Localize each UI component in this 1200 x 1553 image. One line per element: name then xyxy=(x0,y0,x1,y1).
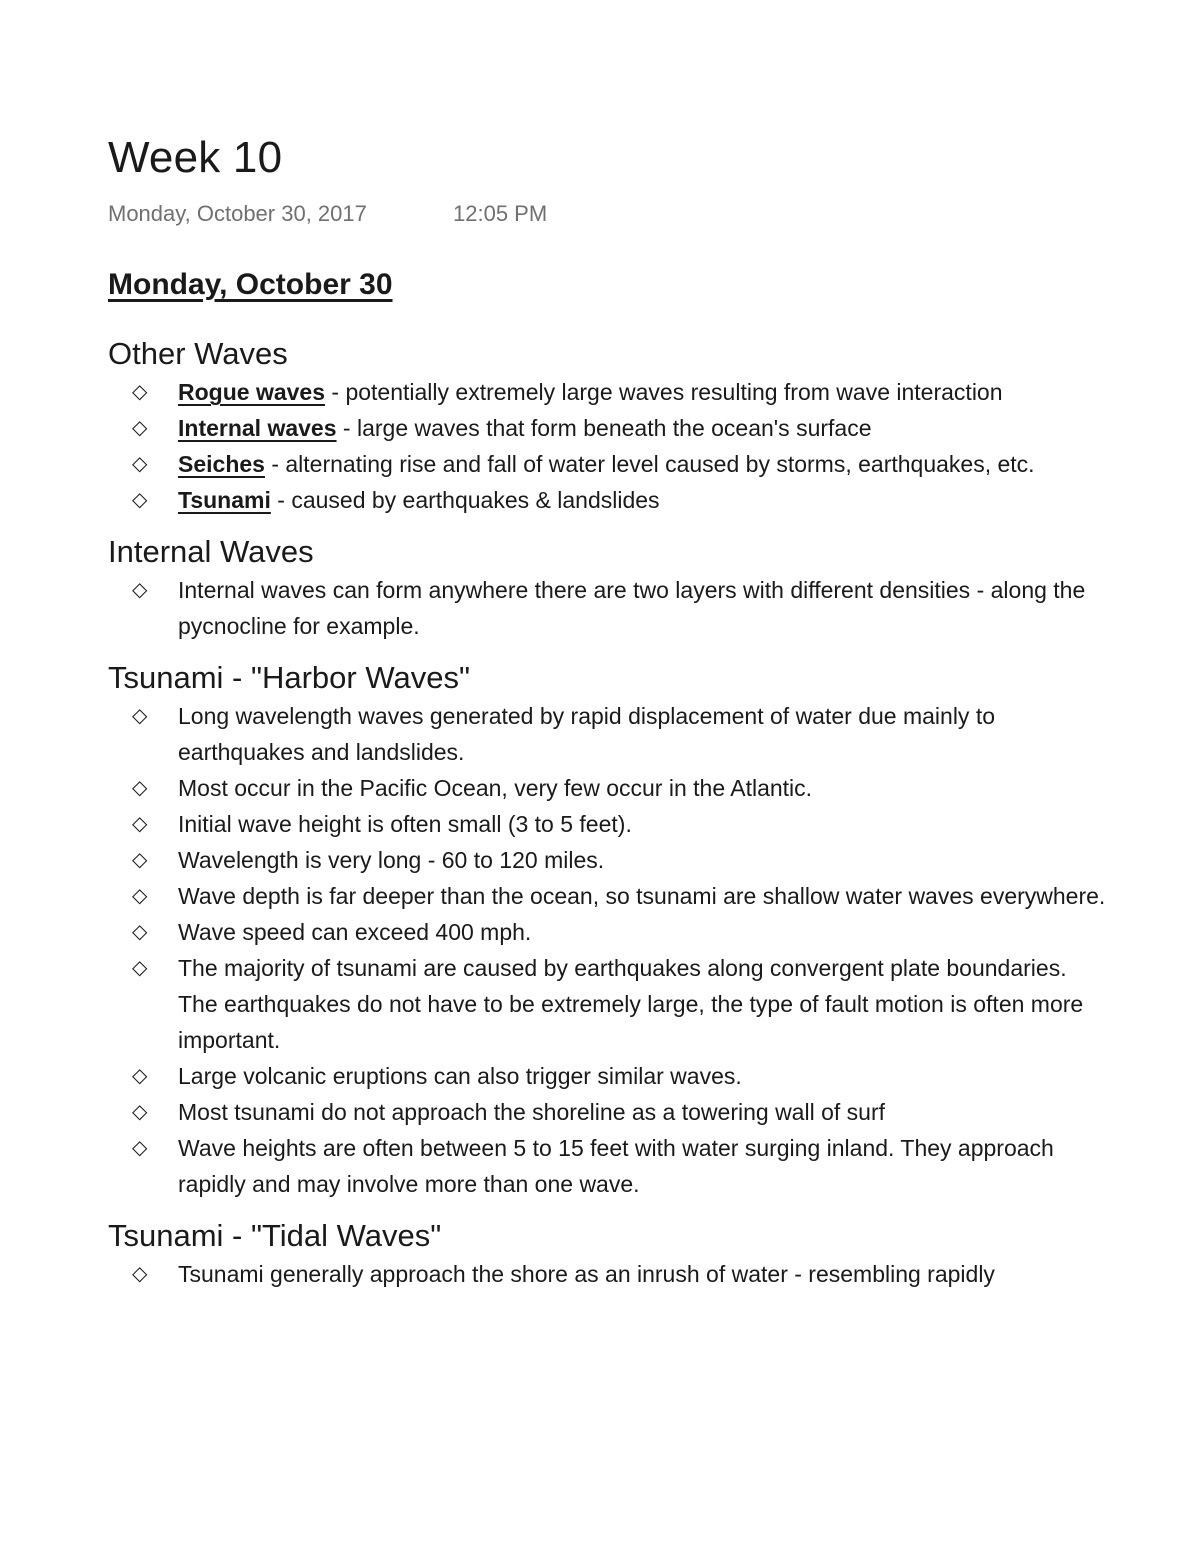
diamond-bullet-icon: ◇ xyxy=(132,957,148,979)
bullet-item xyxy=(108,410,1108,446)
bullet-item xyxy=(108,482,1108,518)
bullet-item xyxy=(108,1094,1108,1130)
diamond-bullet-icon: ◇ xyxy=(132,1101,148,1123)
diamond-bullet-icon: ◇ xyxy=(132,1263,148,1285)
diamond-bullet-icon: ◇ xyxy=(132,579,148,601)
note-date: Monday, October 30, 2017 xyxy=(108,201,367,226)
term-label: Internal waves xyxy=(178,415,337,441)
diamond-bullet-icon: ◇ xyxy=(132,417,148,439)
section-heading: Tsunami - "Harbor Waves" xyxy=(108,660,470,695)
diamond-bullet-icon: ◇ xyxy=(132,921,148,943)
bullet-text: Wave depth is far deeper than the ocean, so tsunami are shallow water waves everywhere. xyxy=(178,883,1106,909)
diamond-bullet-icon: ◇ xyxy=(132,849,148,871)
bullet-item xyxy=(108,1058,1108,1094)
note-section xyxy=(108,658,1108,1216)
bullet-text: Most occur in the Pacific Ocean, very few occur in the Atlantic. xyxy=(178,775,813,801)
bullet-text: - large waves that form beneath the ocean's surface xyxy=(336,415,872,441)
bullet-text: Tsunami generally approach the shore as an inrush of water - resembling rapidly xyxy=(178,1261,995,1287)
bullet-text: Long wavelength waves generated by rapid displacement of water due mainly to earthquakes and landslides. xyxy=(178,703,995,765)
diamond-bullet-icon: ◇ xyxy=(132,885,148,907)
bullet-item xyxy=(108,914,1108,950)
note-body xyxy=(108,334,1108,1292)
bullet-text: Large volcanic eruptions can also trigger similar waves. xyxy=(178,1063,742,1089)
bullet-text: Most tsunami do not approach the shoreline as a towering wall of surf xyxy=(178,1099,885,1125)
term-label: Tsunami xyxy=(178,487,271,513)
section-spacer xyxy=(108,518,1108,532)
bullet-item xyxy=(108,446,1108,482)
section-heading: Internal Waves xyxy=(108,534,314,569)
bullet-text: The majority of tsunami are caused by earthquakes along convergent plate boundaries. The earthquakes do not have to be extremely large, the type of fault motion is often more important. xyxy=(178,955,1084,1053)
diamond-bullet-icon: ◇ xyxy=(132,705,148,727)
section-heading: Tsunami - "Tidal Waves" xyxy=(108,1218,442,1253)
bullet-item xyxy=(108,374,1108,410)
term-label: Rogue waves xyxy=(178,379,325,405)
bullet-text: - caused by earthquakes & landslides xyxy=(270,487,660,513)
diamond-bullet-icon: ◇ xyxy=(132,813,148,835)
diamond-bullet-icon: ◇ xyxy=(132,381,148,403)
bullet-item xyxy=(108,698,1108,770)
note-timestamp xyxy=(108,200,548,228)
bullet-item xyxy=(108,1130,1108,1202)
diamond-bullet-icon: ◇ xyxy=(132,1065,148,1087)
bullet-list xyxy=(108,698,1108,1202)
bullet-item xyxy=(108,1256,1108,1292)
diamond-bullet-icon: ◇ xyxy=(132,489,148,511)
note-section xyxy=(108,334,1108,532)
page-title: Week 10 xyxy=(108,133,283,182)
bullet-item xyxy=(108,842,1108,878)
note-section xyxy=(108,532,1108,658)
bullet-item xyxy=(108,878,1108,914)
bullet-list xyxy=(108,572,1108,644)
day-heading: Monday, October 30 xyxy=(108,268,393,301)
bullet-text: Initial wave height is often small (3 to 5 feet). xyxy=(178,811,632,837)
bullet-text: - potentially extremely large waves resulting from wave interaction xyxy=(325,379,1003,405)
bullet-text: Internal waves can form anywhere there are two layers with different densities - along the pycnocline for example. xyxy=(178,577,1086,639)
section-spacer xyxy=(108,644,1108,658)
bullet-list xyxy=(108,1256,1108,1292)
bullet-text: Wave heights are often between 5 to 15 feet with water surging inland. They approach rapidly and may involve more than one wave. xyxy=(178,1135,1054,1197)
bullet-item xyxy=(108,572,1108,644)
bullet-item xyxy=(108,950,1108,1058)
bullet-text: Wavelength is very long - 60 to 120 miles. xyxy=(178,847,605,873)
bullet-text: Wave speed can exceed 400 mph. xyxy=(178,919,532,945)
note-section xyxy=(108,1216,1108,1292)
term-label: Seiches xyxy=(178,451,265,477)
section-spacer xyxy=(108,1202,1108,1216)
section-heading: Other Waves xyxy=(108,336,288,371)
bullet-item xyxy=(108,806,1108,842)
diamond-bullet-icon: ◇ xyxy=(132,453,148,475)
diamond-bullet-icon: ◇ xyxy=(132,1137,148,1159)
diamond-bullet-icon: ◇ xyxy=(132,777,148,799)
bullet-list xyxy=(108,374,1108,518)
bullet-item xyxy=(108,770,1108,806)
note-time: 12:05 PM xyxy=(453,201,548,226)
bullet-text: - alternating rise and fall of water level caused by storms, earthquakes, etc. xyxy=(264,451,1035,477)
